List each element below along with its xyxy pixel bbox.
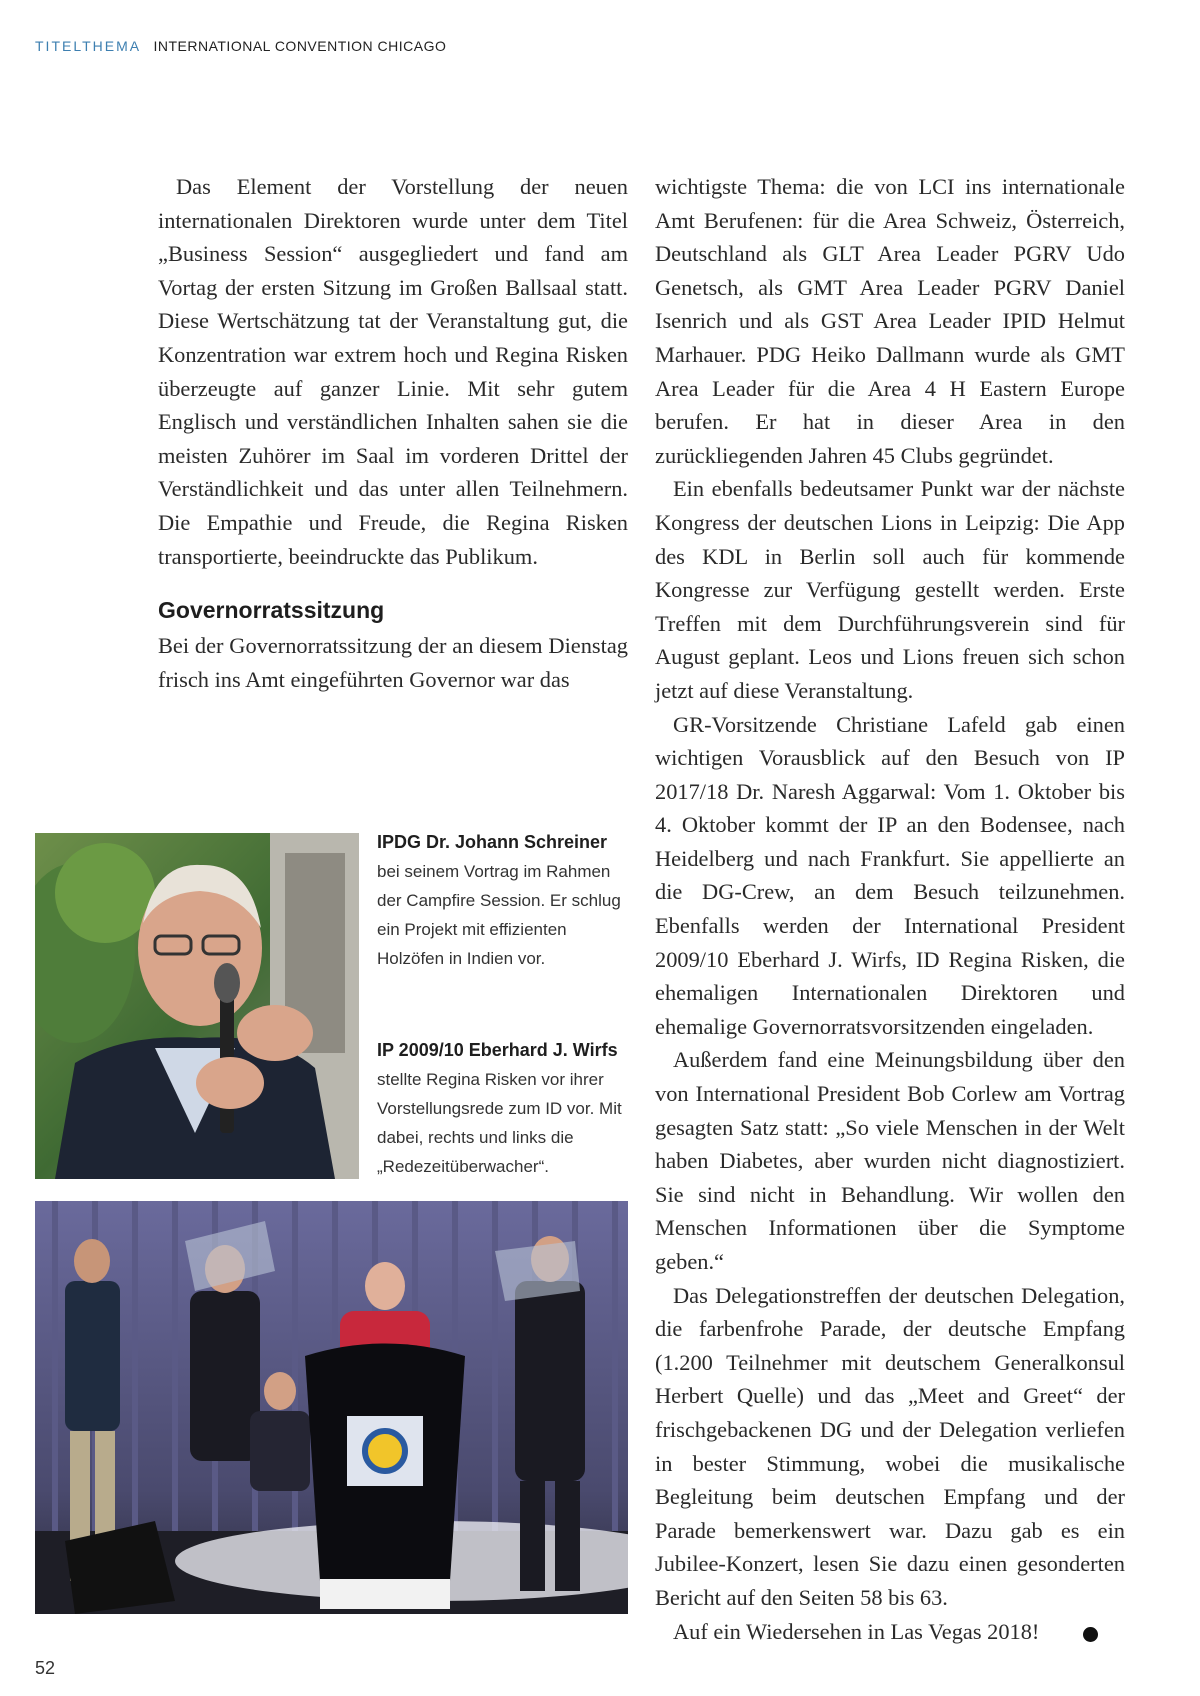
- closing-paragraph: [655, 1615, 1125, 1649]
- running-header: [35, 38, 446, 54]
- body-paragraph: wichtigste Thema: die von LCI ins internationale Amt Berufenen: für die Area Schweiz, Österreich, Deutschland als GLT Area Leader PGRV Udo Genetsch, als GMT Area Leader PGRV Daniel Isenrich und als GST Area Leader IPID Helmut Marhauer. PDG Heiko Dallmann wurde als GMT Area Leader für die Area 4 H Eastern Europe berufen. Er hat in dieser Area in den zurückliegenden Jahren 45 Clubs gegründet.: [655, 174, 1125, 468]
- body-paragraph: Außerdem fand eine Meinungsbildung über den von International President Bob Corlew am Vortrag gesagten Satz statt: „So viele Menschen in der Welt haben Diabetes, aber wurden nicht diagnostiziert. Sie sind nicht in Behandlung. Wir wollen den Menschen Informationen über die Symptome geben.“: [655, 1047, 1125, 1274]
- photo-stage-podium: [35, 1201, 628, 1614]
- photo-speaker-illustration: [35, 833, 359, 1179]
- body-paragraph: Das Element der Vorstellung der neuen internationalen Direktoren wurde unter dem Titel „Business Session“ ausgegliedert und fand am Vortag der ersten Sitzung im Großen Ballsaal statt. Diese Wertschätzung tat der Veranstaltung gut, die Konzentration war extrem hoch und Regina Risken überzeugte auf ganzer Linie. Mit sehr gutem Englisch und verständlichen Inhalten sahen sie die meisten Zuhörer im Saal im vorderen Drittel der Verständlichkeit und das unter allen Teilnehmern. Die Empathie und Freude, die Regina Risken transportierte, beeindruckte das Publikum.: [158, 174, 628, 569]
- right-column: [655, 170, 1125, 1648]
- body-paragraph: Ein ebenfalls bedeutsamer Punkt war der nächste Kongress der deutschen Lions in Leipzig: Die App des KDL in Berlin soll auch für kommende Kongresse zur Verfügung gestellt werden. Erste Treffen mit dem Durchführungsverein sind für August geplant. Leos und Lions freuen sich schon jetzt auf diese Veranstaltung.: [655, 476, 1125, 703]
- caption-text: stellte Regina Risken vor ihrer Vorstellungsrede zum ID vor. Mit dabei, rechts und links die „Redezeitüberwacher“.: [377, 1070, 622, 1176]
- section-topic: INTERNATIONAL CONVENTION CHICAGO: [153, 38, 447, 54]
- closing-text: Auf ein Wiedersehen in Las Vegas 2018!: [673, 1618, 1040, 1644]
- page-number: 52: [35, 1658, 56, 1678]
- body-paragraph: Bei der Governorratssitzung der an diesem Dienstag frisch ins Amt eingeführten Governor war das: [158, 633, 628, 692]
- caption-text: bei seinem Vortrag im Rahmen der Campfire Session. Er schlug ein Projekt mit effizienten Holzöfen in Indien vor.: [377, 862, 621, 968]
- photo-caption-1: [377, 828, 627, 973]
- body-paragraph: Das Delegationstreffen der deutschen Delegation, die farbenfrohe Parade, der deutsche Empfang (1.200 Teilnehmer mit deutschem Generalkonsul Herbert Quelle) und das „Meet and Greet“ der frischgebackenen DG und der Delegation verliefen in bester Stimmung, wobei die musikalische Begleitung beim deutschen Empfang und der Parade bemerkenswert war. Dazu gab es ein Jubilee-Konzert, lesen Sie dazu einen gesonderten Bericht auf den Seiten 58 bis 63.: [655, 1282, 1125, 1610]
- caption-title: IP 2009/10 Eberhard J. Wirfs: [377, 1040, 618, 1060]
- body-paragraph: GR-Vorsitzende Christiane Lafeld gab einen wichtigen Vorausblick auf den Besuch von IP 2017/18 Dr. Naresh Aggarwal: Vom 1. Oktober bis 4. Oktober kommt der IP an den Bodensee, nach Heidelberg und nach Frankfurt. Sie appellierte an die DG-Crew, an dem Besuch teilzunehmen. Ebenfalls werden der International President 2009/10 Eberhard J. Wirfs, ID Regina Risken, die ehemaligen Internationalen Direktoren und ehemalige Governorratsvorsitzenden eingeladen.: [655, 711, 1125, 1039]
- left-column: [158, 170, 628, 696]
- lions-end-mark-icon: L: [1083, 1627, 1098, 1642]
- photo-caption-2: [377, 1036, 627, 1181]
- caption-title: IPDG Dr. Johann Schreiner: [377, 832, 608, 852]
- photo-speaker: [35, 833, 359, 1179]
- section-kicker: TITELTHEMA: [35, 38, 142, 54]
- subheading: Governorratssitzung: [158, 597, 385, 624]
- photo-stage-illustration: [35, 1201, 628, 1614]
